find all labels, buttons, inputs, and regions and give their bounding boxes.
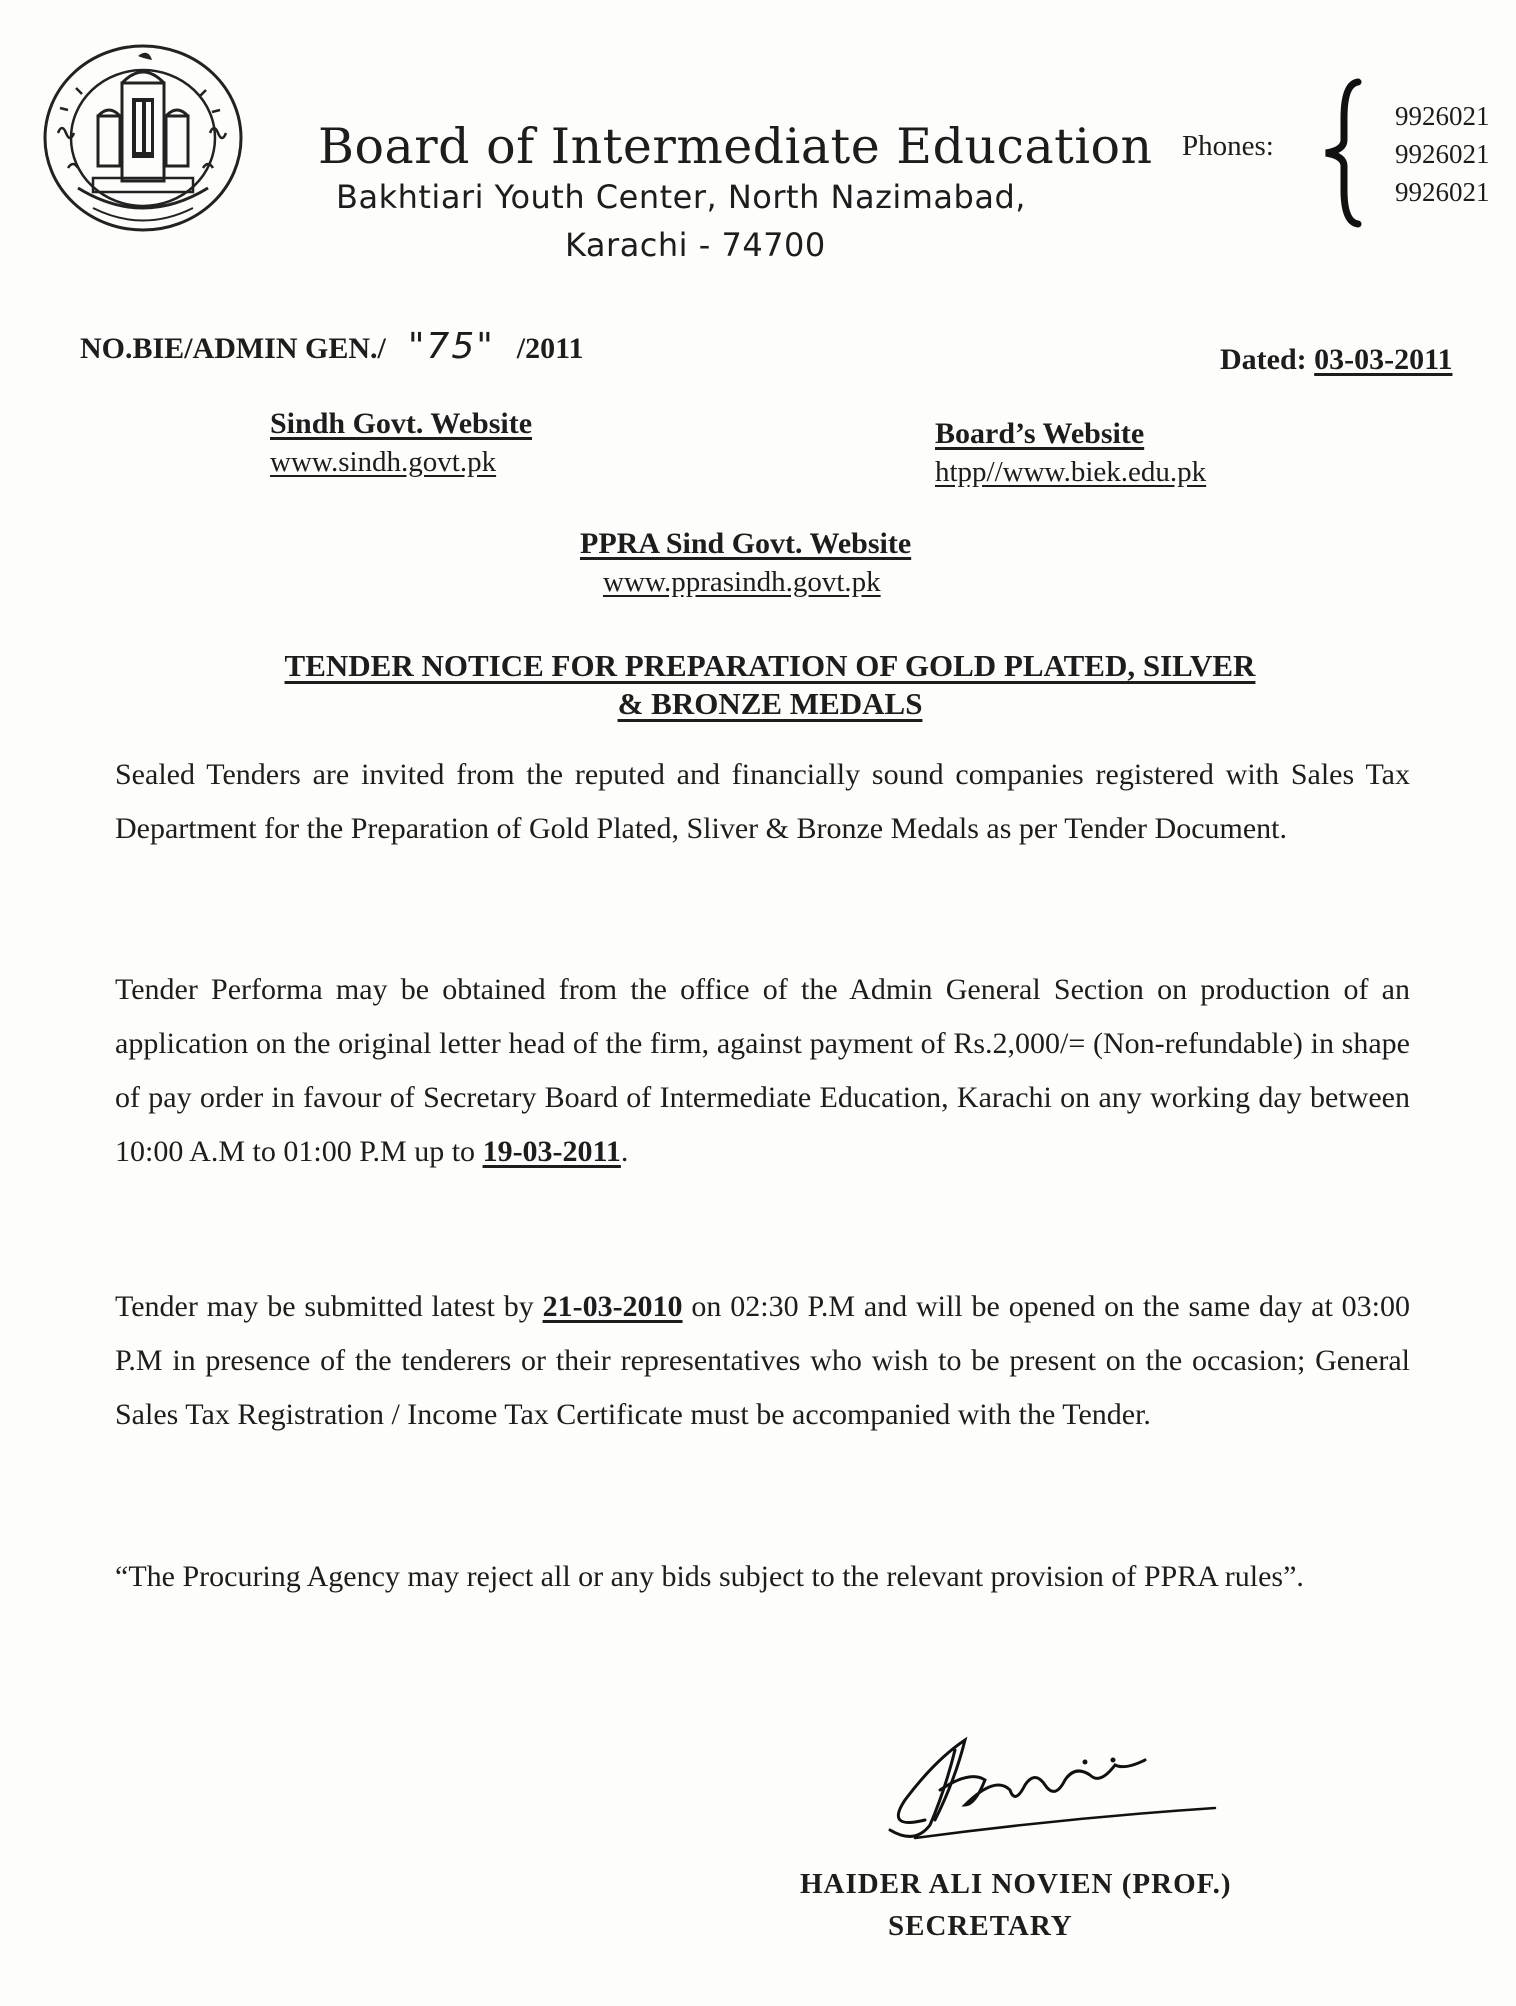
paragraph-performa-text: Tender Performa may be obtained from the office of the Admin General Section on production of an application on the original letter head of the firm, against payment of Rs.2,000/= (Non-refundable) in shape of pay order in favour of Secretary Board of Intermediate Education, Karachi on any working day between 10:00 A.M to 01:00 P.M up to — [115, 973, 1410, 1168]
submission-date: 21-03-2010 — [542, 1290, 683, 1323]
website-url-sindh[interactable]: www.sindh.govt.pk — [270, 446, 497, 478]
signatory-name: HAIDER ALI NOVIEN (PROF.) — [800, 1868, 1232, 1900]
website-title-ppra: PPRA Sind Govt. Website — [580, 527, 912, 560]
phone-number: 9926021 — [1395, 177, 1490, 207]
notice-title-line-1: TENDER NOTICE FOR PREPARATION OF GOLD PLATED, SILVER — [284, 648, 1256, 683]
address-line-1: Bakhtiari Youth Center, North Nazimabad, — [336, 178, 1026, 216]
performa-deadline-date: 19-03-2011 — [482, 1135, 621, 1168]
address-line-2: Karachi - 74700 — [565, 226, 826, 264]
reference-number — [80, 326, 583, 367]
handwritten-signature-icon — [855, 1720, 1235, 1850]
dated-value: 03-03-2011 — [1314, 343, 1453, 376]
organization-name: Board of Intermediate Education — [318, 118, 1153, 175]
website-title-board: Board’s Website — [935, 417, 1145, 450]
notice-title-line-2: & BRONZE MEDALS — [617, 686, 923, 721]
reference-prefix: NO.BIE/ADMIN GEN./ — [80, 332, 386, 365]
handwritten-ref-number: "75" — [407, 326, 495, 367]
paragraph-performa — [115, 963, 1410, 1179]
website-url-ppra[interactable]: www.pprasindh.govt.pk — [603, 566, 881, 598]
dated-label: Dated: — [1220, 343, 1307, 376]
phone-number: 9926021 — [1395, 101, 1490, 131]
paragraph-submission — [115, 1280, 1410, 1442]
brace-icon — [1318, 78, 1372, 228]
reference-suffix: /2011 — [516, 332, 584, 365]
submission-intro: Tender may be submitted latest by — [115, 1290, 534, 1323]
phone-number: 9926021 — [1395, 139, 1490, 169]
phones-label: Phones: — [1182, 130, 1274, 162]
board-seal-icon — [38, 38, 248, 248]
website-title-sindh: Sindh Govt. Website — [270, 407, 533, 440]
submission-text: on 02:30 P.M and will be opened on the same day at 03:00 P.M in presence of the tenderers or their representatives who wish to be present on the occasion; General Sales Tax Registration / Income Tax Certificate must be accompanied with the Tender. — [115, 1290, 1411, 1431]
website-url-board[interactable]: htpp//www.biek.edu.pk — [935, 456, 1207, 488]
signatory-title: SECRETARY — [888, 1910, 1073, 1942]
paragraph-performa-end: . — [620, 1135, 629, 1168]
dated — [1220, 343, 1452, 377]
paragraph-ppra-rules: “The Procuring Agency may reject all or any bids subject to the relevant provision of PPRA rules”. — [115, 1560, 1304, 1593]
paragraph-invitation: Sealed Tenders are invited from the reputed and financially sound companies registered with Sales Tax Department for the Preparation of Gold Plated, Sliver & Bronze Medals as per Tender Document. — [115, 758, 1410, 845]
